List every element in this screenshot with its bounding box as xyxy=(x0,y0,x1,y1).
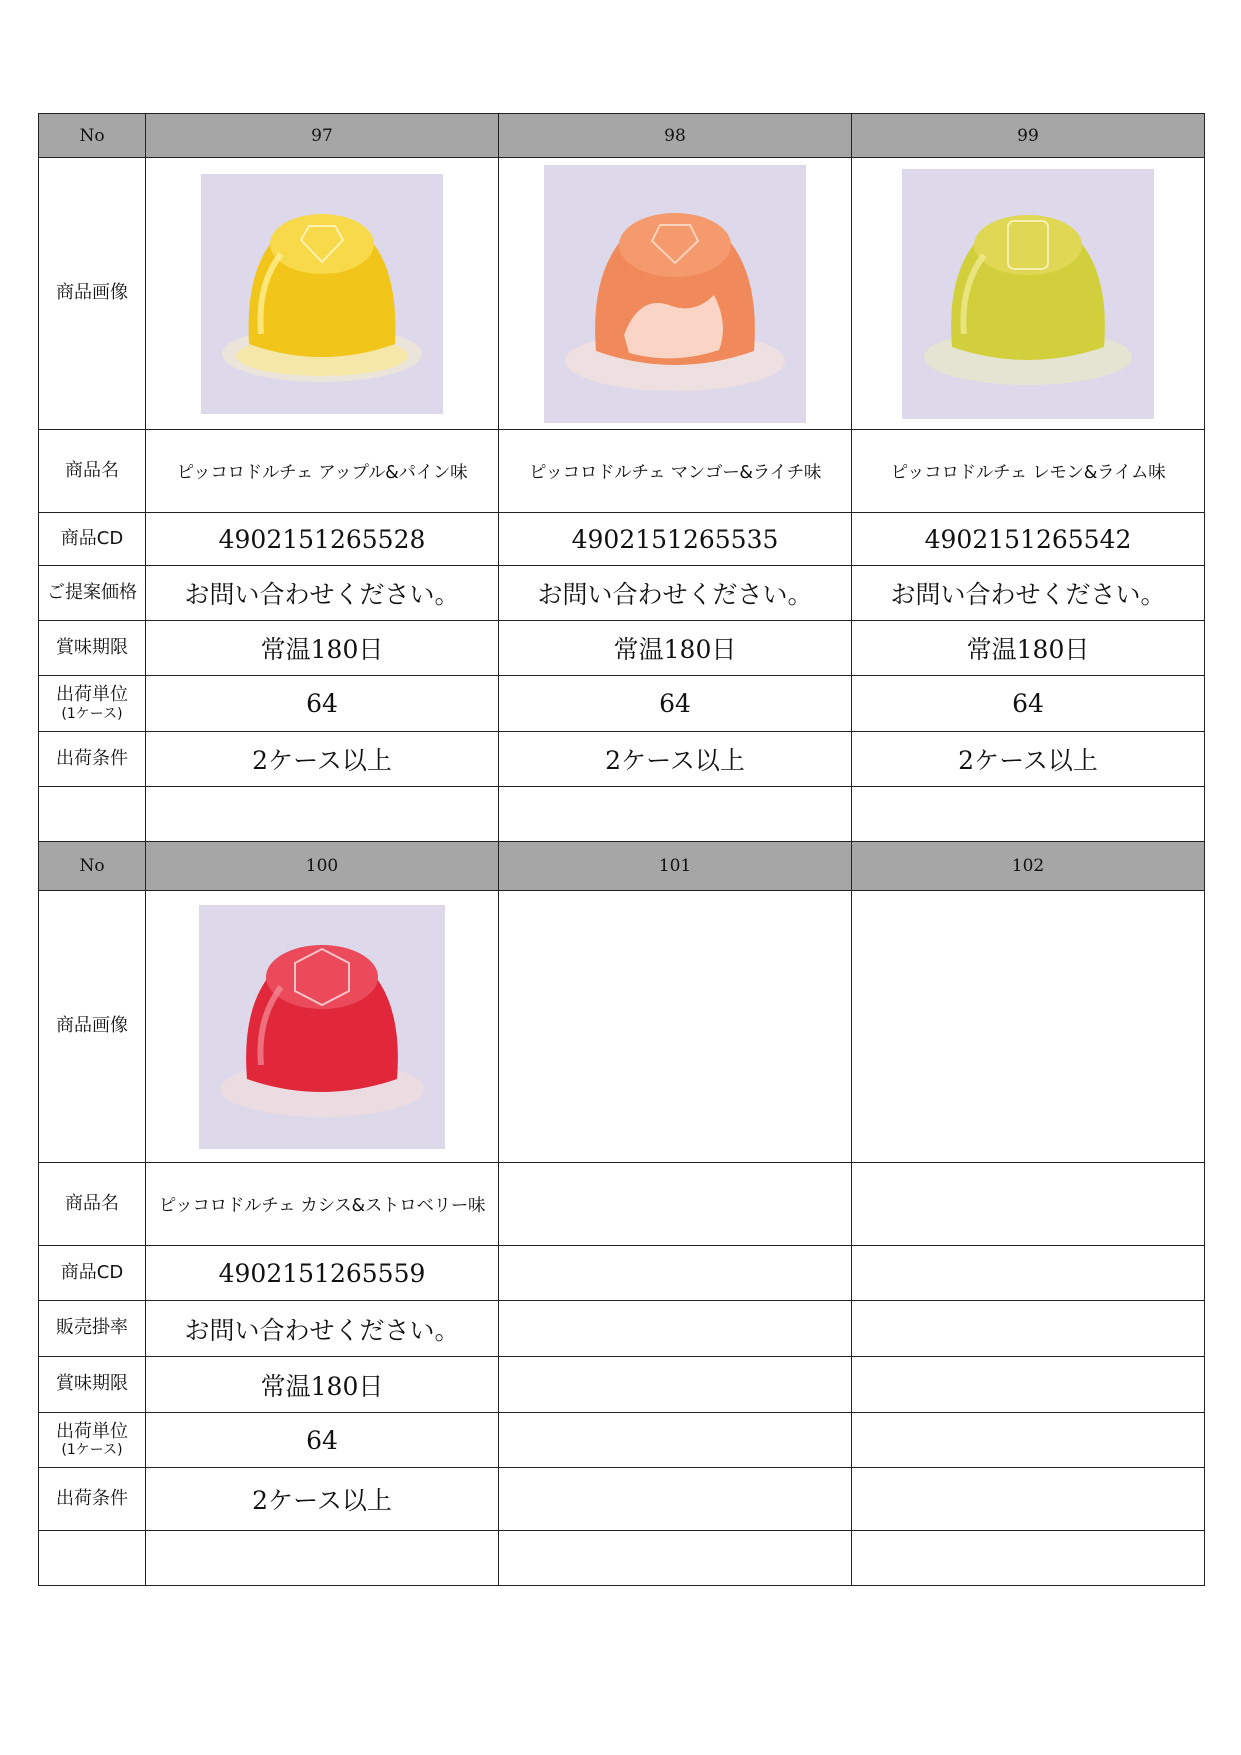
image-row xyxy=(39,891,1205,1163)
product-unit xyxy=(499,1413,852,1468)
product-price: お問い合わせください。 xyxy=(146,566,499,621)
product-unit: 64 xyxy=(146,676,499,732)
product-code: 4902151265535 xyxy=(499,513,852,566)
product-no: 102 xyxy=(852,842,1205,891)
name-label: 商品名 xyxy=(39,1163,146,1246)
product-shelf-life xyxy=(499,1357,852,1413)
product-name: ピッコロドルチェ カシス&ストロベリー味 xyxy=(146,1163,499,1246)
header-row xyxy=(39,114,1205,158)
rate-label: 販売掛率 xyxy=(39,1301,146,1357)
product-price xyxy=(852,1301,1205,1357)
product-condition xyxy=(499,1468,852,1531)
name-row xyxy=(39,430,1205,513)
unit-label-sub: (1ケース) xyxy=(61,705,123,722)
name-label: 商品名 xyxy=(39,430,146,513)
product-shelf-life: 常温180日 xyxy=(852,621,1205,676)
image-label: 商品画像 xyxy=(39,891,146,1163)
product-unit: 64 xyxy=(852,676,1205,732)
product-price: お問い合わせください。 xyxy=(852,566,1205,621)
product-code xyxy=(852,1246,1205,1301)
header-row xyxy=(39,842,1205,891)
unit-label xyxy=(39,1413,146,1468)
unit-label-main: 出荷単位 xyxy=(56,1420,128,1442)
product-price: お問い合わせください。 xyxy=(146,1301,499,1357)
price-row xyxy=(39,566,1205,621)
unit-row xyxy=(39,1413,1205,1468)
product-condition: 2ケース以上 xyxy=(146,732,499,787)
spacer-row xyxy=(39,1531,1205,1586)
product-condition: 2ケース以上 xyxy=(146,1468,499,1531)
orange-jelly-cup-photo xyxy=(544,165,806,423)
lime-jelly-cup-photo xyxy=(902,169,1154,419)
spacer-row xyxy=(39,787,1205,842)
product-sheet xyxy=(38,113,1204,1586)
product-unit xyxy=(852,1413,1205,1468)
product-shelf-life xyxy=(852,1357,1205,1413)
unit-label xyxy=(39,676,146,732)
price-label: ご提案価格 xyxy=(39,566,146,621)
code-row xyxy=(39,513,1205,566)
product-condition: 2ケース以上 xyxy=(499,732,852,787)
yellow-jelly-cup-photo xyxy=(201,174,443,414)
product-no: 100 xyxy=(146,842,499,891)
unit-label-sub: (1ケース) xyxy=(61,1442,123,1459)
image-label: 商品画像 xyxy=(39,158,146,430)
condition-label: 出荷条件 xyxy=(39,1468,146,1531)
product-name: ピッコロドルチェ アップル&パイン味 xyxy=(146,430,499,513)
rate-row xyxy=(39,1301,1205,1357)
condition-row xyxy=(39,732,1205,787)
no-label: No xyxy=(39,114,146,158)
code-label: 商品CD xyxy=(39,1246,146,1301)
product-price xyxy=(499,1301,852,1357)
shelf-life-label: 賞味期限 xyxy=(39,621,146,676)
product-name: ピッコロドルチェ マンゴー&ライチ味 xyxy=(499,430,852,513)
product-no: 101 xyxy=(499,842,852,891)
shelf-life-row xyxy=(39,1357,1205,1413)
name-row xyxy=(39,1163,1205,1246)
condition-row xyxy=(39,1468,1205,1531)
shelf-life-label: 賞味期限 xyxy=(39,1357,146,1413)
product-no: 98 xyxy=(499,114,852,158)
product-condition: 2ケース以上 xyxy=(852,732,1205,787)
product-name xyxy=(499,1163,852,1246)
product-name: ピッコロドルチェ レモン&ライム味 xyxy=(852,430,1205,513)
product-code: 4902151265559 xyxy=(146,1246,499,1301)
product-code: 4902151265542 xyxy=(852,513,1205,566)
product-no: 99 xyxy=(852,114,1205,158)
product-condition xyxy=(852,1468,1205,1531)
image-row xyxy=(39,158,1205,430)
product-price: お問い合わせください。 xyxy=(499,566,852,621)
unit-label-main: 出荷単位 xyxy=(56,684,128,706)
product-code: 4902151265528 xyxy=(146,513,499,566)
code-label: 商品CD xyxy=(39,513,146,566)
product-shelf-life: 常温180日 xyxy=(499,621,852,676)
product-no: 97 xyxy=(146,114,499,158)
product-unit: 64 xyxy=(499,676,852,732)
product-shelf-life: 常温180日 xyxy=(146,1357,499,1413)
code-row xyxy=(39,1246,1205,1301)
product-code xyxy=(499,1246,852,1301)
unit-row xyxy=(39,676,1205,732)
red-jelly-cup-photo xyxy=(199,905,445,1149)
no-label: No xyxy=(39,842,146,891)
condition-label: 出荷条件 xyxy=(39,732,146,787)
product-table xyxy=(38,113,1205,1586)
product-unit: 64 xyxy=(146,1413,499,1468)
product-name xyxy=(852,1163,1205,1246)
shelf-life-row xyxy=(39,621,1205,676)
product-shelf-life: 常温180日 xyxy=(146,621,499,676)
